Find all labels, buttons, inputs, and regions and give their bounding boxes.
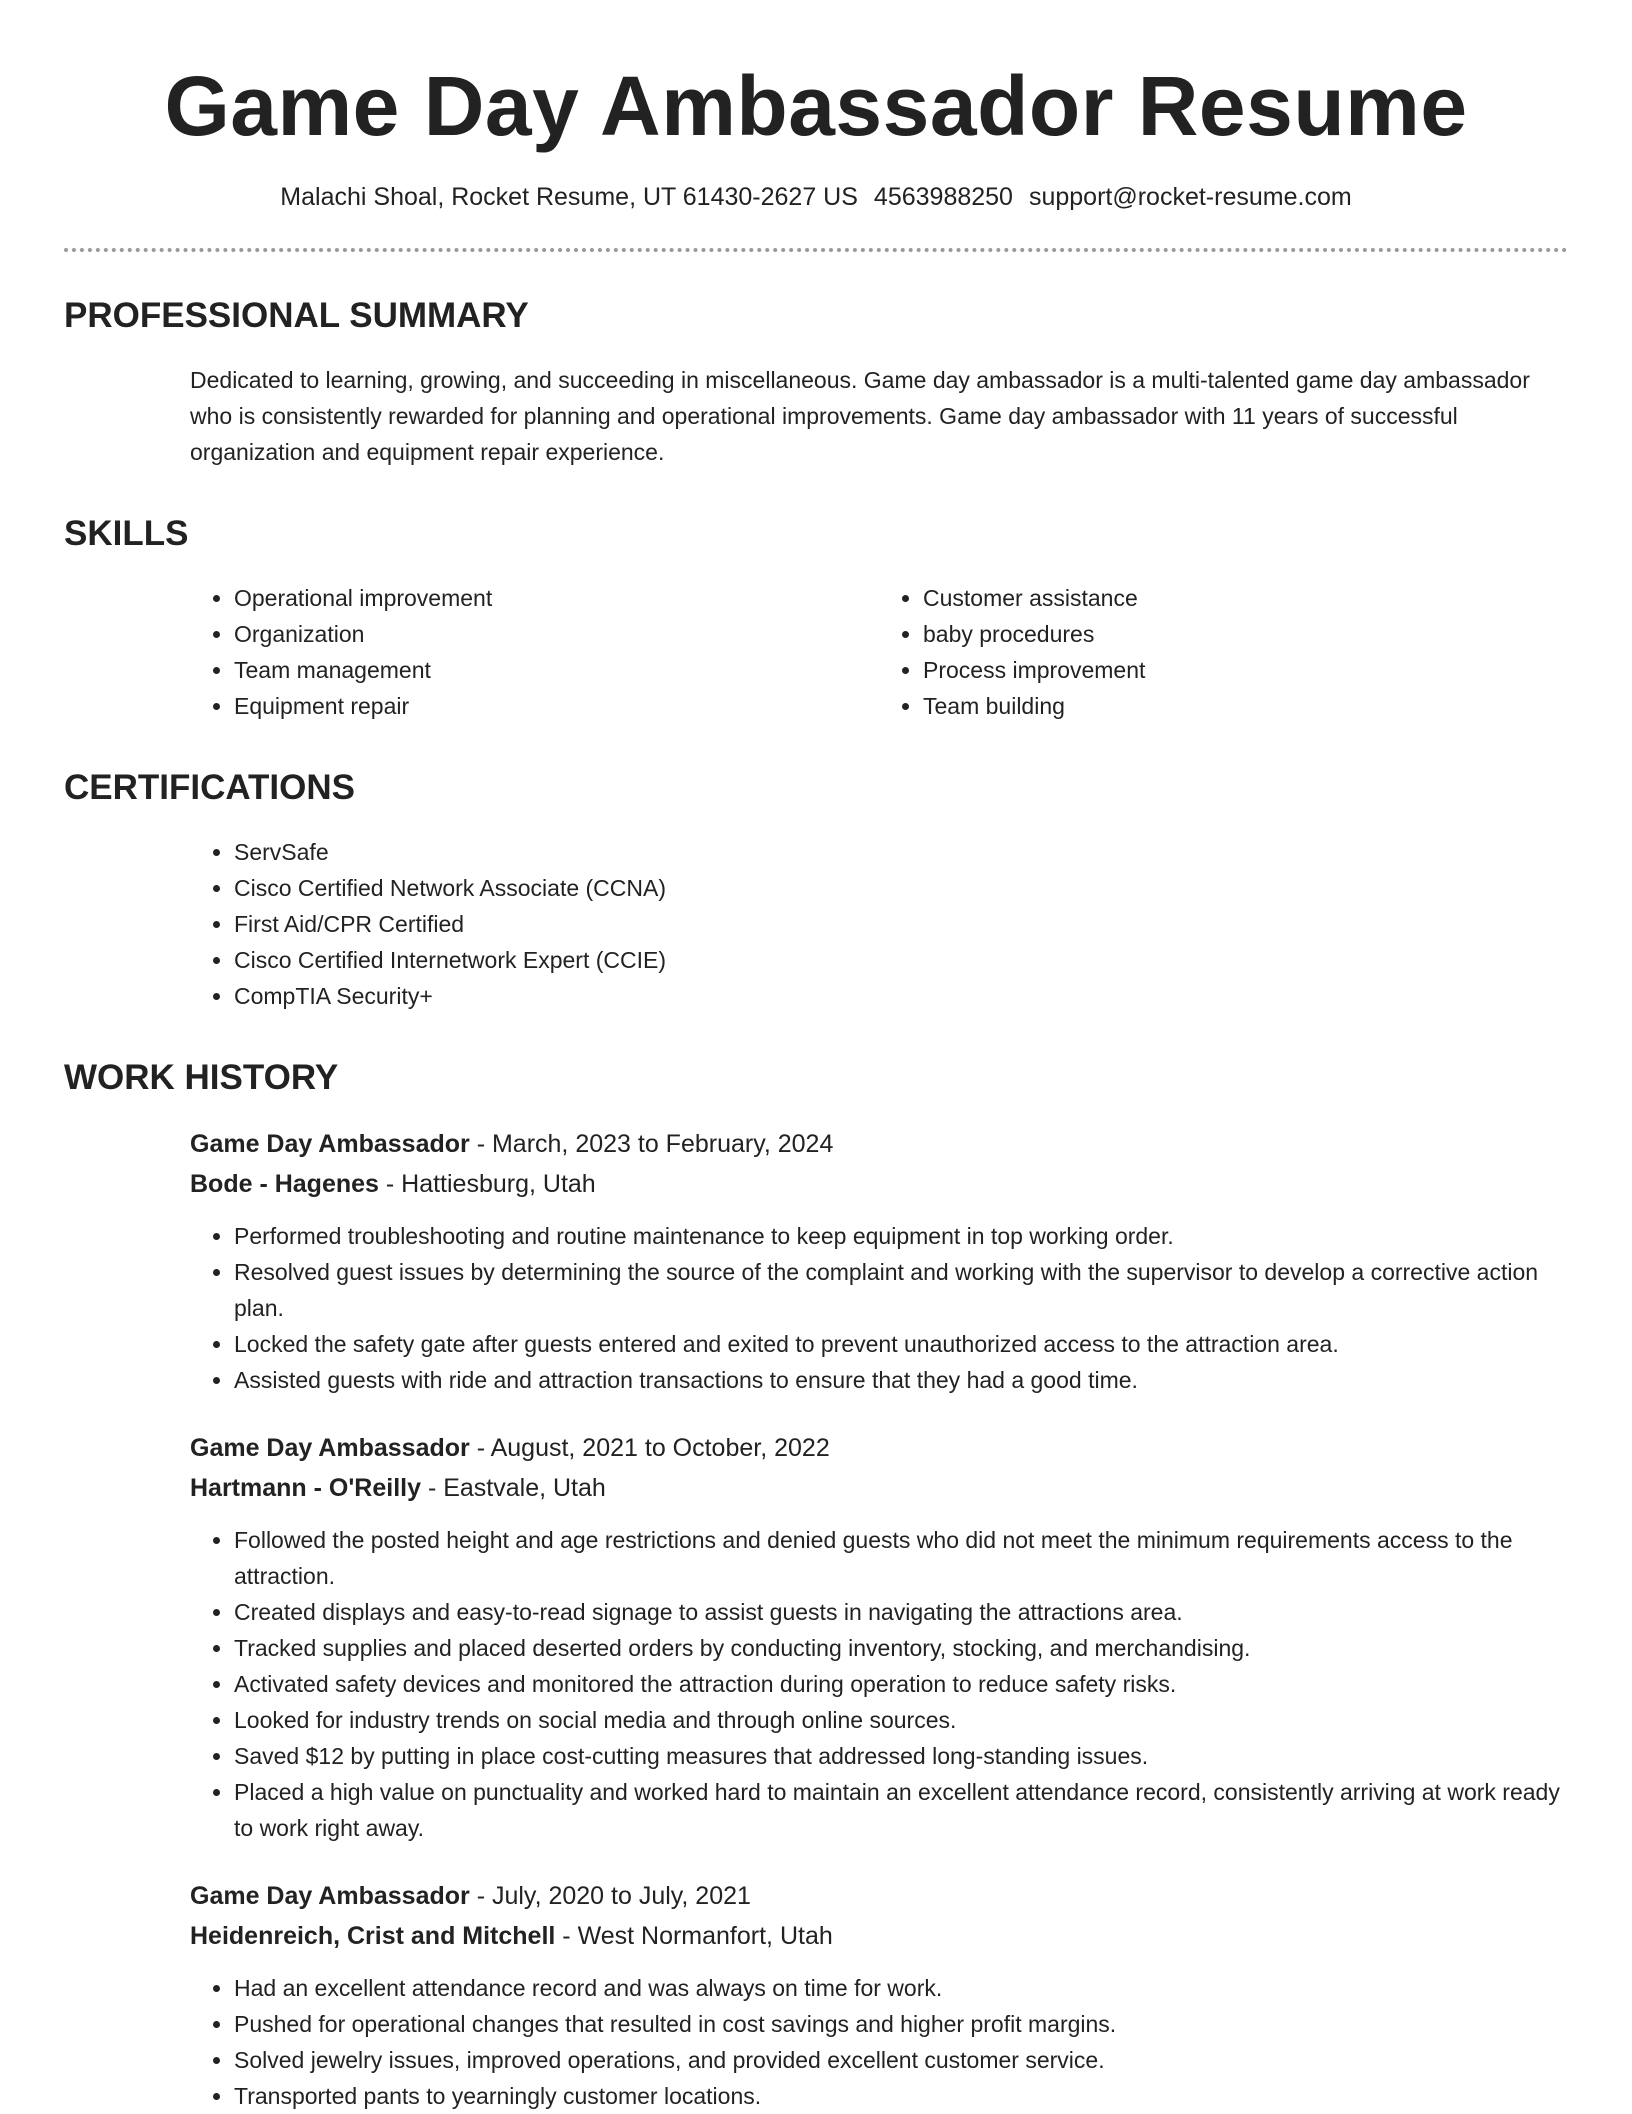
certifications-heading: CERTIFICATIONS	[64, 768, 356, 807]
contact-phone: 4563988250	[873, 183, 1013, 211]
job-title-line	[190, 1876, 1568, 1916]
job-company: Bode - Hagenes	[190, 1170, 379, 1198]
skills-grid	[64, 580, 1568, 724]
job-bullet: • Had an excellent attendance record and was always on time for work.	[234, 1970, 1568, 2006]
skill-item: • Organization	[234, 616, 879, 652]
certification-item: • ServSafe	[234, 834, 1568, 870]
summary-heading: PROFESSIONAL SUMMARY	[64, 296, 529, 335]
certifications-body	[64, 834, 1568, 1014]
job-bullet: • Assisted guests with ride and attraction transactions to ensure that they had a good time.	[234, 1362, 1568, 1398]
job-location: - Eastvale, Utah	[421, 1474, 606, 1502]
certification-item: • CompTIA Security+	[234, 978, 1568, 1014]
skill-item: • Customer assistance	[923, 580, 1568, 616]
job-role: Game Day Ambassador	[190, 1882, 470, 1910]
work-history-body	[64, 1124, 1568, 2114]
skills-list-left	[190, 580, 879, 724]
certifications-list	[190, 834, 1568, 1014]
job-bullet: • Activated safety devices and monitored the attraction during operation to reduce safety risks.	[234, 1666, 1568, 1702]
work-history-section	[64, 1058, 1568, 2114]
skills-section	[64, 514, 1568, 724]
job-title-line	[190, 1124, 1568, 1164]
job-bullet: • Locked the safety gate after guests entered and exited to prevent unauthorized access to the attraction area.	[234, 1326, 1568, 1362]
certification-item: • Cisco Certified Internetwork Expert (CCIE)	[234, 942, 1568, 978]
job-bullet: • Transported pants to yearningly customer locations.	[234, 2078, 1568, 2114]
summary-text: Dedicated to learning, growing, and succeeding in miscellaneous. Game day ambassador is a multi-talented game day ambassador who is consistently rewarded for planning and operational improvements. Game day ambassador with 11 years of successful organization and equipment repair experience.	[190, 367, 1530, 465]
job-bullet: • Tracked supplies and placed deserted orders by conducting inventory, stocking, and merchandising.	[234, 1630, 1568, 1666]
job-title-line	[190, 1428, 1568, 1468]
header-divider	[64, 248, 1568, 252]
page-title: Game Day Ambassador Resume	[164, 59, 1468, 153]
job-location: - West Normanfort, Utah	[555, 1922, 833, 1950]
job-company: Heidenreich, Crist and Mitchell	[190, 1922, 556, 1950]
contact-line	[64, 180, 1568, 214]
job-location: - Hattiesburg, Utah	[378, 1170, 596, 1198]
resume-header	[64, 0, 1568, 214]
job-bullet: • Followed the posted height and age restrictions and denied guests who did not meet the minimum requirements access to the attraction.	[234, 1522, 1568, 1594]
job-entry	[190, 1428, 1568, 1846]
job-bullets	[190, 1218, 1568, 1398]
skill-item: • Equipment repair	[234, 688, 879, 724]
skill-item: • Process improvement	[923, 652, 1568, 688]
job-bullet: • Resolved guest issues by determining the source of the complaint and working with the supervisor to develop a corrective action plan.	[234, 1254, 1568, 1326]
work-history-heading: WORK HISTORY	[64, 1058, 339, 1097]
skill-item: • Team building	[923, 688, 1568, 724]
contact-address: Malachi Shoal, Rocket Resume, UT 61430-2627 US	[280, 183, 858, 211]
job-bullet: • Looked for industry trends on social media and through online sources.	[234, 1702, 1568, 1738]
certifications-section	[64, 768, 1568, 1014]
skills-heading: SKILLS	[64, 514, 189, 553]
job-bullet: • Placed a high value on punctuality and worked hard to maintain an excellent attendance record, consistently arriving at work ready to work right away.	[234, 1774, 1568, 1846]
skill-item: • Operational improvement	[234, 580, 879, 616]
job-role: Game Day Ambassador	[190, 1130, 470, 1158]
skill-item: • Team management	[234, 652, 879, 688]
job-company: Hartmann - O'Reilly	[190, 1474, 421, 1502]
certification-item: • Cisco Certified Network Associate (CCNA)	[234, 870, 1568, 906]
job-dates: - March, 2023 to February, 2024	[469, 1130, 834, 1158]
certification-item: • First Aid/CPR Certified	[234, 906, 1568, 942]
job-bullets	[190, 1970, 1568, 2114]
summary-section	[64, 296, 1568, 470]
job-dates: - August, 2021 to October, 2022	[469, 1434, 830, 1462]
skill-item: • baby procedures	[923, 616, 1568, 652]
job-bullet: • Pushed for operational changes that resulted in cost savings and higher profit margins.	[234, 2006, 1568, 2042]
job-bullet: • Created displays and easy-to-read signage to assist guests in navigating the attractions area.	[234, 1594, 1568, 1630]
job-bullet: • Performed troubleshooting and routine maintenance to keep equipment in top working order.	[234, 1218, 1568, 1254]
summary-body	[64, 362, 1568, 470]
job-entry	[190, 1124, 1568, 1398]
job-dates: - July, 2020 to July, 2021	[469, 1882, 751, 1910]
job-entry	[190, 1876, 1568, 2114]
job-company-line	[190, 1468, 1568, 1508]
job-bullet: • Saved $12 by putting in place cost-cutting measures that addressed long-standing issues.	[234, 1738, 1568, 1774]
skills-list-right	[879, 580, 1568, 724]
job-company-line	[190, 1164, 1568, 1204]
job-bullet: • Solved jewelry issues, improved operations, and provided excellent customer service.	[234, 2042, 1568, 2078]
job-bullets	[190, 1522, 1568, 1846]
job-company-line	[190, 1916, 1568, 1956]
job-role: Game Day Ambassador	[190, 1434, 470, 1462]
contact-email: support@rocket-resume.com	[1028, 183, 1352, 211]
